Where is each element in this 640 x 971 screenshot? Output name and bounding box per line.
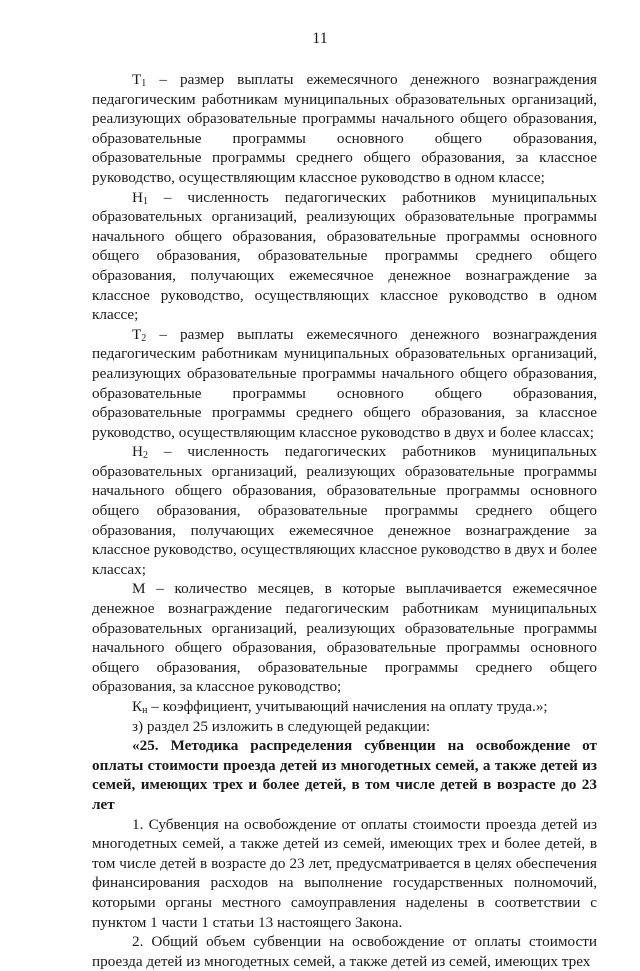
definition-t1 <box>92 70 597 188</box>
subscript: н <box>142 705 148 716</box>
symbol: К <box>132 698 143 715</box>
document-body <box>92 70 597 971</box>
subscript: 1 <box>142 195 148 207</box>
clause-2: 2. Общий объем субвенции на освобождение от оплаты стоимости проезда детей из многодетных семей, а также детей из семей, имеющих трех <box>92 933 597 970</box>
definition-h2 <box>92 442 597 579</box>
symbol: T <box>132 71 142 88</box>
definition-text: – численность педагогических работников муниципальных образовательных организаций, реализующих образовательные программы начального общего образования, образовательные программы основного общего образования, образовательные программы среднего общего образования, получающих ежемесячное денежное вознаграждение за классное руководство, осуществляющих классное руководство в одном классе; <box>92 188 597 324</box>
page-number: 11 <box>312 30 328 47</box>
definition-t2 <box>92 325 597 443</box>
symbol: H <box>132 443 143 461</box>
definition-kn <box>92 697 597 717</box>
clause-1: 1. Субвенция на освобождение от оплаты стоимости проезда детей из многодетных семей, а также детей из семей, имеющих трех и более детей, в том числе детей в возрасте до 23 лет, предусматривается в целях обеспечения финансирования расходов на выполнение государственных полномочий, которыми органы местного самоуправления наделены в соответствии с пунктом 1 части 1 статьи 13 настоящего Закона. <box>92 815 597 931</box>
subscript: 2 <box>141 332 147 344</box>
symbol: H <box>132 188 143 206</box>
amendment-intro: з) раздел 25 изложить в следующей редакции: <box>132 717 431 735</box>
definition-text: – численность педагогических работников муниципальных образовательных организаций, реализующих образовательные программы начального общего образования, образовательные программы основного общего образования, образовательные программы среднего общего образования, получающих ежемесячное денежное вознаграждение за классное руководство, осуществляющих классное руководство в двух и более классах; <box>92 443 597 578</box>
definition-text: М – количество месяцев, в которые выплачивается ежемесячное денежное вознаграждение педагогическим работникам муниципальных образовательных организаций, реализующих образовательные программы начального общего образования, образовательные программы основного общего образования, образовательные программы среднего общего образования, за классное руководство; <box>92 580 597 696</box>
definition-text: – размер выплаты ежемесячного денежного вознаграждения педагогическим работникам муниципальных образовательных организаций, реализующих образовательные программы начального общего образования, образовательные программы основного общего образования, образовательные программы среднего общего образования, за классное руководство, осуществляющим классное руководство в одном классе; <box>92 71 597 186</box>
definition-m <box>92 579 597 697</box>
section-heading: «25. Методика распределения субвенции на освобождение от оплаты стоимости проезда детей из многодетных семей, а также детей из семей, имеющих трех и более детей, в том числе детей в возрасте до 23 лет <box>92 737 597 813</box>
definition-text: – коэффициент, учитывающий начисления на оплату труда.»; <box>147 698 548 715</box>
symbol: T <box>132 325 142 343</box>
definition-h1 <box>92 188 597 325</box>
subscript: 1 <box>141 78 147 89</box>
definition-text: – размер выплаты ежемесячного денежного вознаграждения педагогическим работникам муниципальных образовательных организаций, реализующих образовательные программы начального общего образования, образовательные программы основного общего образования, образовательные программы среднего общего образования, за классное руководство, осуществляющим классное руководство в двух и более классах; <box>92 325 597 441</box>
subscript: 2 <box>142 450 148 462</box>
